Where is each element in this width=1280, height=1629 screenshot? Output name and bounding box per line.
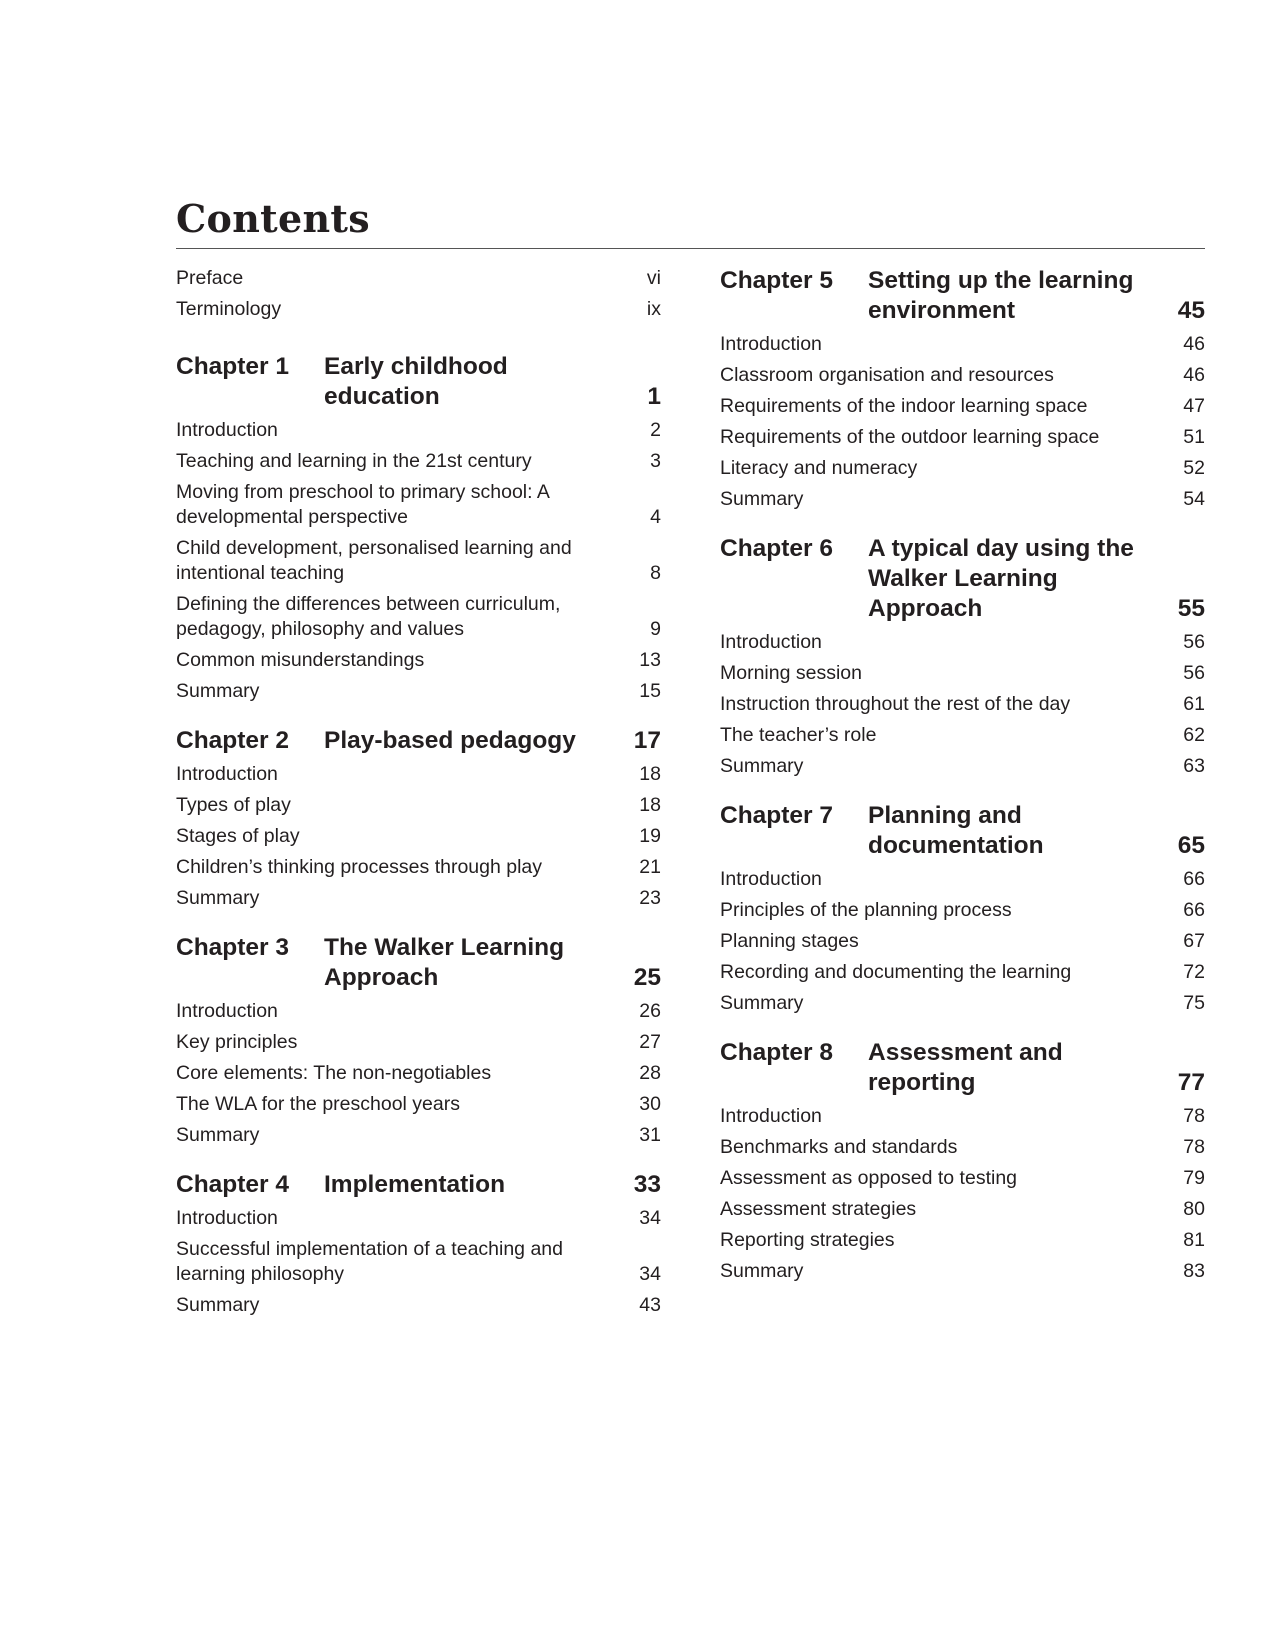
toc-entry[interactable] <box>720 867 1205 892</box>
toc-entry-label: Introduction <box>176 1207 278 1229</box>
toc-entry[interactable] <box>176 1030 661 1055</box>
toc-entry-label: Child development, personalised learning and intentional teaching <box>176 537 572 584</box>
toc-entry[interactable] <box>720 1228 1205 1253</box>
toc-entry-label: The teacher’s role <box>720 724 877 746</box>
page-title: Contents <box>176 196 370 241</box>
chapter-title: Early childhood education <box>324 353 508 410</box>
toc-entry-page: 8 <box>650 562 661 584</box>
toc-entry-page: 66 <box>1183 899 1205 921</box>
toc-entry-page: 15 <box>639 680 661 702</box>
toc-right-column <box>720 266 1205 1290</box>
chapter-page: 65 <box>1177 832 1205 859</box>
toc-entry-label: Summary <box>176 680 260 702</box>
toc-entry-page: ix <box>646 298 661 320</box>
toc-entry-page: 72 <box>1183 961 1205 983</box>
chapter-number: Chapter 5 <box>720 267 834 294</box>
toc-entry-page: 80 <box>1183 1198 1205 1220</box>
toc-entry-page: 61 <box>1183 693 1205 715</box>
toc-entry[interactable] <box>720 661 1205 686</box>
toc-entry-page: 26 <box>639 1000 661 1022</box>
chapter-page: 17 <box>633 727 661 754</box>
toc-entry[interactable] <box>176 999 661 1024</box>
toc-entry-page: 3 <box>650 450 661 472</box>
toc-entry-label: Introduction <box>720 333 822 355</box>
toc-entry-label: Classroom organisation and resources <box>720 364 1054 386</box>
toc-entry[interactable] <box>720 929 1205 954</box>
toc-entry-label: Summary <box>720 1260 804 1282</box>
toc-entry[interactable] <box>720 1259 1205 1284</box>
toc-entry[interactable] <box>176 418 661 443</box>
toc-entry-label: Morning session <box>720 662 862 684</box>
toc-entry[interactable] <box>720 394 1205 419</box>
chapter-title: Assessment and reporting <box>868 1039 1063 1096</box>
chapter-page: 25 <box>633 964 661 991</box>
chapter-number: Chapter 1 <box>176 353 290 380</box>
chapter-title: Implementation <box>324 1171 506 1198</box>
toc-entry-page: 47 <box>1183 395 1205 417</box>
toc-entry-label: Assessment as opposed to testing <box>720 1167 1018 1189</box>
toc-entry-page: 56 <box>1183 662 1205 684</box>
toc-entry[interactable] <box>720 1166 1205 1191</box>
chapter-heading-7[interactable] <box>720 801 1205 861</box>
toc-entry-label: Summary <box>720 992 804 1014</box>
toc-entry[interactable] <box>720 487 1205 512</box>
toc-entry-page: 78 <box>1183 1105 1205 1127</box>
toc-entry[interactable] <box>720 1197 1205 1222</box>
toc-entry-label: Types of play <box>176 794 291 816</box>
toc-entry[interactable] <box>720 630 1205 655</box>
toc-entry-label: Terminology <box>176 298 282 320</box>
toc-entry-label: Summary <box>176 1124 260 1146</box>
toc-entry-page: 83 <box>1183 1260 1205 1282</box>
toc-entry-page: 79 <box>1183 1167 1205 1189</box>
toc-entry-label: Core elements: The non-negotiables <box>176 1062 492 1084</box>
toc-entry[interactable] <box>720 1104 1205 1129</box>
toc-entry-page: 78 <box>1183 1136 1205 1158</box>
toc-entry[interactable] <box>720 960 1205 985</box>
toc-entry[interactable] <box>720 425 1205 450</box>
chapter-title: The Walker Learning Approach <box>324 934 565 991</box>
toc-entry[interactable] <box>176 1293 661 1318</box>
chapter-page: 45 <box>1177 297 1205 324</box>
toc-entry-page: 4 <box>650 506 661 528</box>
toc-entry-label: Benchmarks and standards <box>720 1136 958 1158</box>
toc-entry-label: Requirements of the indoor learning space <box>720 395 1088 417</box>
toc-entry-label: Preface <box>176 267 244 289</box>
toc-entry[interactable] <box>720 991 1205 1016</box>
toc-entry-label: Common misunderstandings <box>176 649 425 671</box>
toc-entry-label: Introduction <box>176 419 278 441</box>
toc-entry-label: Requirements of the outdoor learning space <box>720 426 1100 448</box>
chapter-heading-2[interactable] <box>176 726 661 756</box>
toc-entry[interactable] <box>720 898 1205 923</box>
toc-entry-page: 67 <box>1183 930 1205 952</box>
toc-entry[interactable] <box>176 679 661 704</box>
chapter-title: Planning and documentation <box>868 802 1044 859</box>
toc-entry[interactable] <box>176 886 661 911</box>
toc-entry-page: 34 <box>639 1263 661 1285</box>
chapter-heading-3[interactable] <box>176 933 661 993</box>
toc-entry-page: 18 <box>639 763 661 785</box>
toc-entry-label: Instruction throughout the rest of the day <box>720 693 1071 715</box>
toc-entry[interactable] <box>720 332 1205 357</box>
toc-entry[interactable] <box>176 824 661 849</box>
toc-entry-page: 52 <box>1183 457 1205 479</box>
toc-entry-label: Stages of play <box>176 825 300 847</box>
chapter-heading-1[interactable] <box>176 352 661 412</box>
toc-entry-label: Defining the differences between curriculum, pedagogy, philosophy and values <box>176 593 561 640</box>
toc-entry[interactable] <box>176 648 661 673</box>
toc-entry-page: 43 <box>639 1294 661 1316</box>
chapter-number: Chapter 6 <box>720 535 834 562</box>
chapter-title: Setting up the learning environment <box>868 267 1134 324</box>
toc-entry-page: 81 <box>1183 1229 1205 1251</box>
toc-entry-label: Teaching and learning in the 21st century <box>176 450 532 472</box>
toc-entry-label: Reporting strategies <box>720 1229 895 1251</box>
toc-entry-label: Introduction <box>720 631 822 653</box>
chapter-number: Chapter 2 <box>176 727 290 754</box>
toc-entry-page: 31 <box>639 1124 661 1146</box>
toc-entry[interactable] <box>720 692 1205 717</box>
toc-entry-terminology[interactable] <box>176 297 661 322</box>
toc-entry-page: 54 <box>1183 488 1205 510</box>
toc-entry-page: 18 <box>639 794 661 816</box>
toc-entry-page: 51 <box>1183 426 1205 448</box>
toc-entry-label: Moving from preschool to primary school: A developmental perspective <box>176 481 549 528</box>
toc-entry-page: 56 <box>1183 631 1205 653</box>
chapter-heading-5[interactable] <box>720 266 1205 326</box>
chapter-page: 77 <box>1177 1069 1205 1096</box>
chapter-heading-4[interactable] <box>176 1170 661 1200</box>
toc-entry[interactable] <box>176 855 661 880</box>
toc-entry-page: 13 <box>639 649 661 671</box>
chapter-heading-6[interactable] <box>720 534 1205 624</box>
toc-entry-label: Summary <box>720 755 804 777</box>
toc-entry-label: Introduction <box>720 1105 822 1127</box>
chapter-title: Play-based pedagogy <box>324 727 576 754</box>
chapter-title: A typical day using the Walker Learning Approach <box>868 535 1134 622</box>
toc-entry-page: 19 <box>639 825 661 847</box>
chapter-page: 1 <box>647 383 661 410</box>
toc-entry-page: 30 <box>639 1093 661 1115</box>
toc-entry-page: 9 <box>650 618 661 640</box>
toc-left-column <box>176 266 661 1324</box>
toc-entry-page: 62 <box>1183 724 1205 746</box>
toc-entry-page: 27 <box>639 1031 661 1053</box>
toc-entry[interactable] <box>176 592 661 642</box>
toc-entry-preface[interactable] <box>176 266 661 291</box>
chapter-number: Chapter 7 <box>720 802 834 829</box>
toc-entry-label: The WLA for the preschool years <box>176 1093 460 1115</box>
toc-entry-page: 66 <box>1183 868 1205 890</box>
toc-entry-page: 23 <box>639 887 661 909</box>
toc-entry-label: Introduction <box>720 868 822 890</box>
toc-entry-label: Literacy and numeracy <box>720 457 918 479</box>
toc-entry-label: Principles of the planning process <box>720 899 1012 921</box>
toc-entry-page: 34 <box>639 1207 661 1229</box>
toc-entry-page: 21 <box>639 856 661 878</box>
chapter-number: Chapter 4 <box>176 1171 290 1198</box>
toc-entry[interactable] <box>720 754 1205 779</box>
toc-entry-label: Summary <box>176 887 260 909</box>
toc-entry[interactable] <box>176 1061 661 1086</box>
toc-entry-page: 63 <box>1183 755 1205 777</box>
toc-entry[interactable] <box>176 1206 661 1231</box>
toc-entry-label: Planning stages <box>720 930 859 952</box>
title-rule <box>176 248 1205 249</box>
toc-entry-label: Summary <box>176 1294 260 1316</box>
toc-entry[interactable] <box>720 456 1205 481</box>
toc-entry-page: 75 <box>1183 992 1205 1014</box>
toc-entry[interactable] <box>176 793 661 818</box>
toc-entry-label: Successful implementation of a teaching and learning philosophy <box>176 1238 563 1285</box>
chapter-page: 55 <box>1177 595 1205 622</box>
toc-entry[interactable] <box>720 1135 1205 1160</box>
toc-entry-label: Assessment strategies <box>720 1198 917 1220</box>
chapter-number: Chapter 3 <box>176 934 290 961</box>
chapter-heading-8[interactable] <box>720 1038 1205 1098</box>
toc-entry[interactable] <box>176 449 661 474</box>
toc-entry-label: Key principles <box>176 1031 298 1053</box>
toc-entry-page: vi <box>646 267 661 289</box>
chapter-number: Chapter 8 <box>720 1039 834 1066</box>
toc-entry-label: Summary <box>720 488 804 510</box>
toc-entry-label: Introduction <box>176 763 278 785</box>
toc-entry-page: 28 <box>639 1062 661 1084</box>
toc-entry-page: 46 <box>1183 333 1205 355</box>
toc-entry[interactable] <box>176 1123 661 1148</box>
toc-entry-label: Introduction <box>176 1000 278 1022</box>
toc-entry[interactable] <box>176 762 661 787</box>
toc-entry-label: Children’s thinking processes through play <box>176 856 543 878</box>
toc-entry-page: 2 <box>650 419 661 441</box>
toc-entry-page: 46 <box>1183 364 1205 386</box>
toc-entry[interactable] <box>176 1092 661 1117</box>
toc-entry-label: Recording and documenting the learning <box>720 961 1072 983</box>
toc-entry[interactable] <box>720 723 1205 748</box>
chapter-page: 33 <box>633 1171 661 1198</box>
toc-entry[interactable] <box>176 1237 661 1287</box>
toc-entry[interactable] <box>176 536 661 586</box>
toc-entry[interactable] <box>176 480 661 530</box>
toc-entry[interactable] <box>720 363 1205 388</box>
